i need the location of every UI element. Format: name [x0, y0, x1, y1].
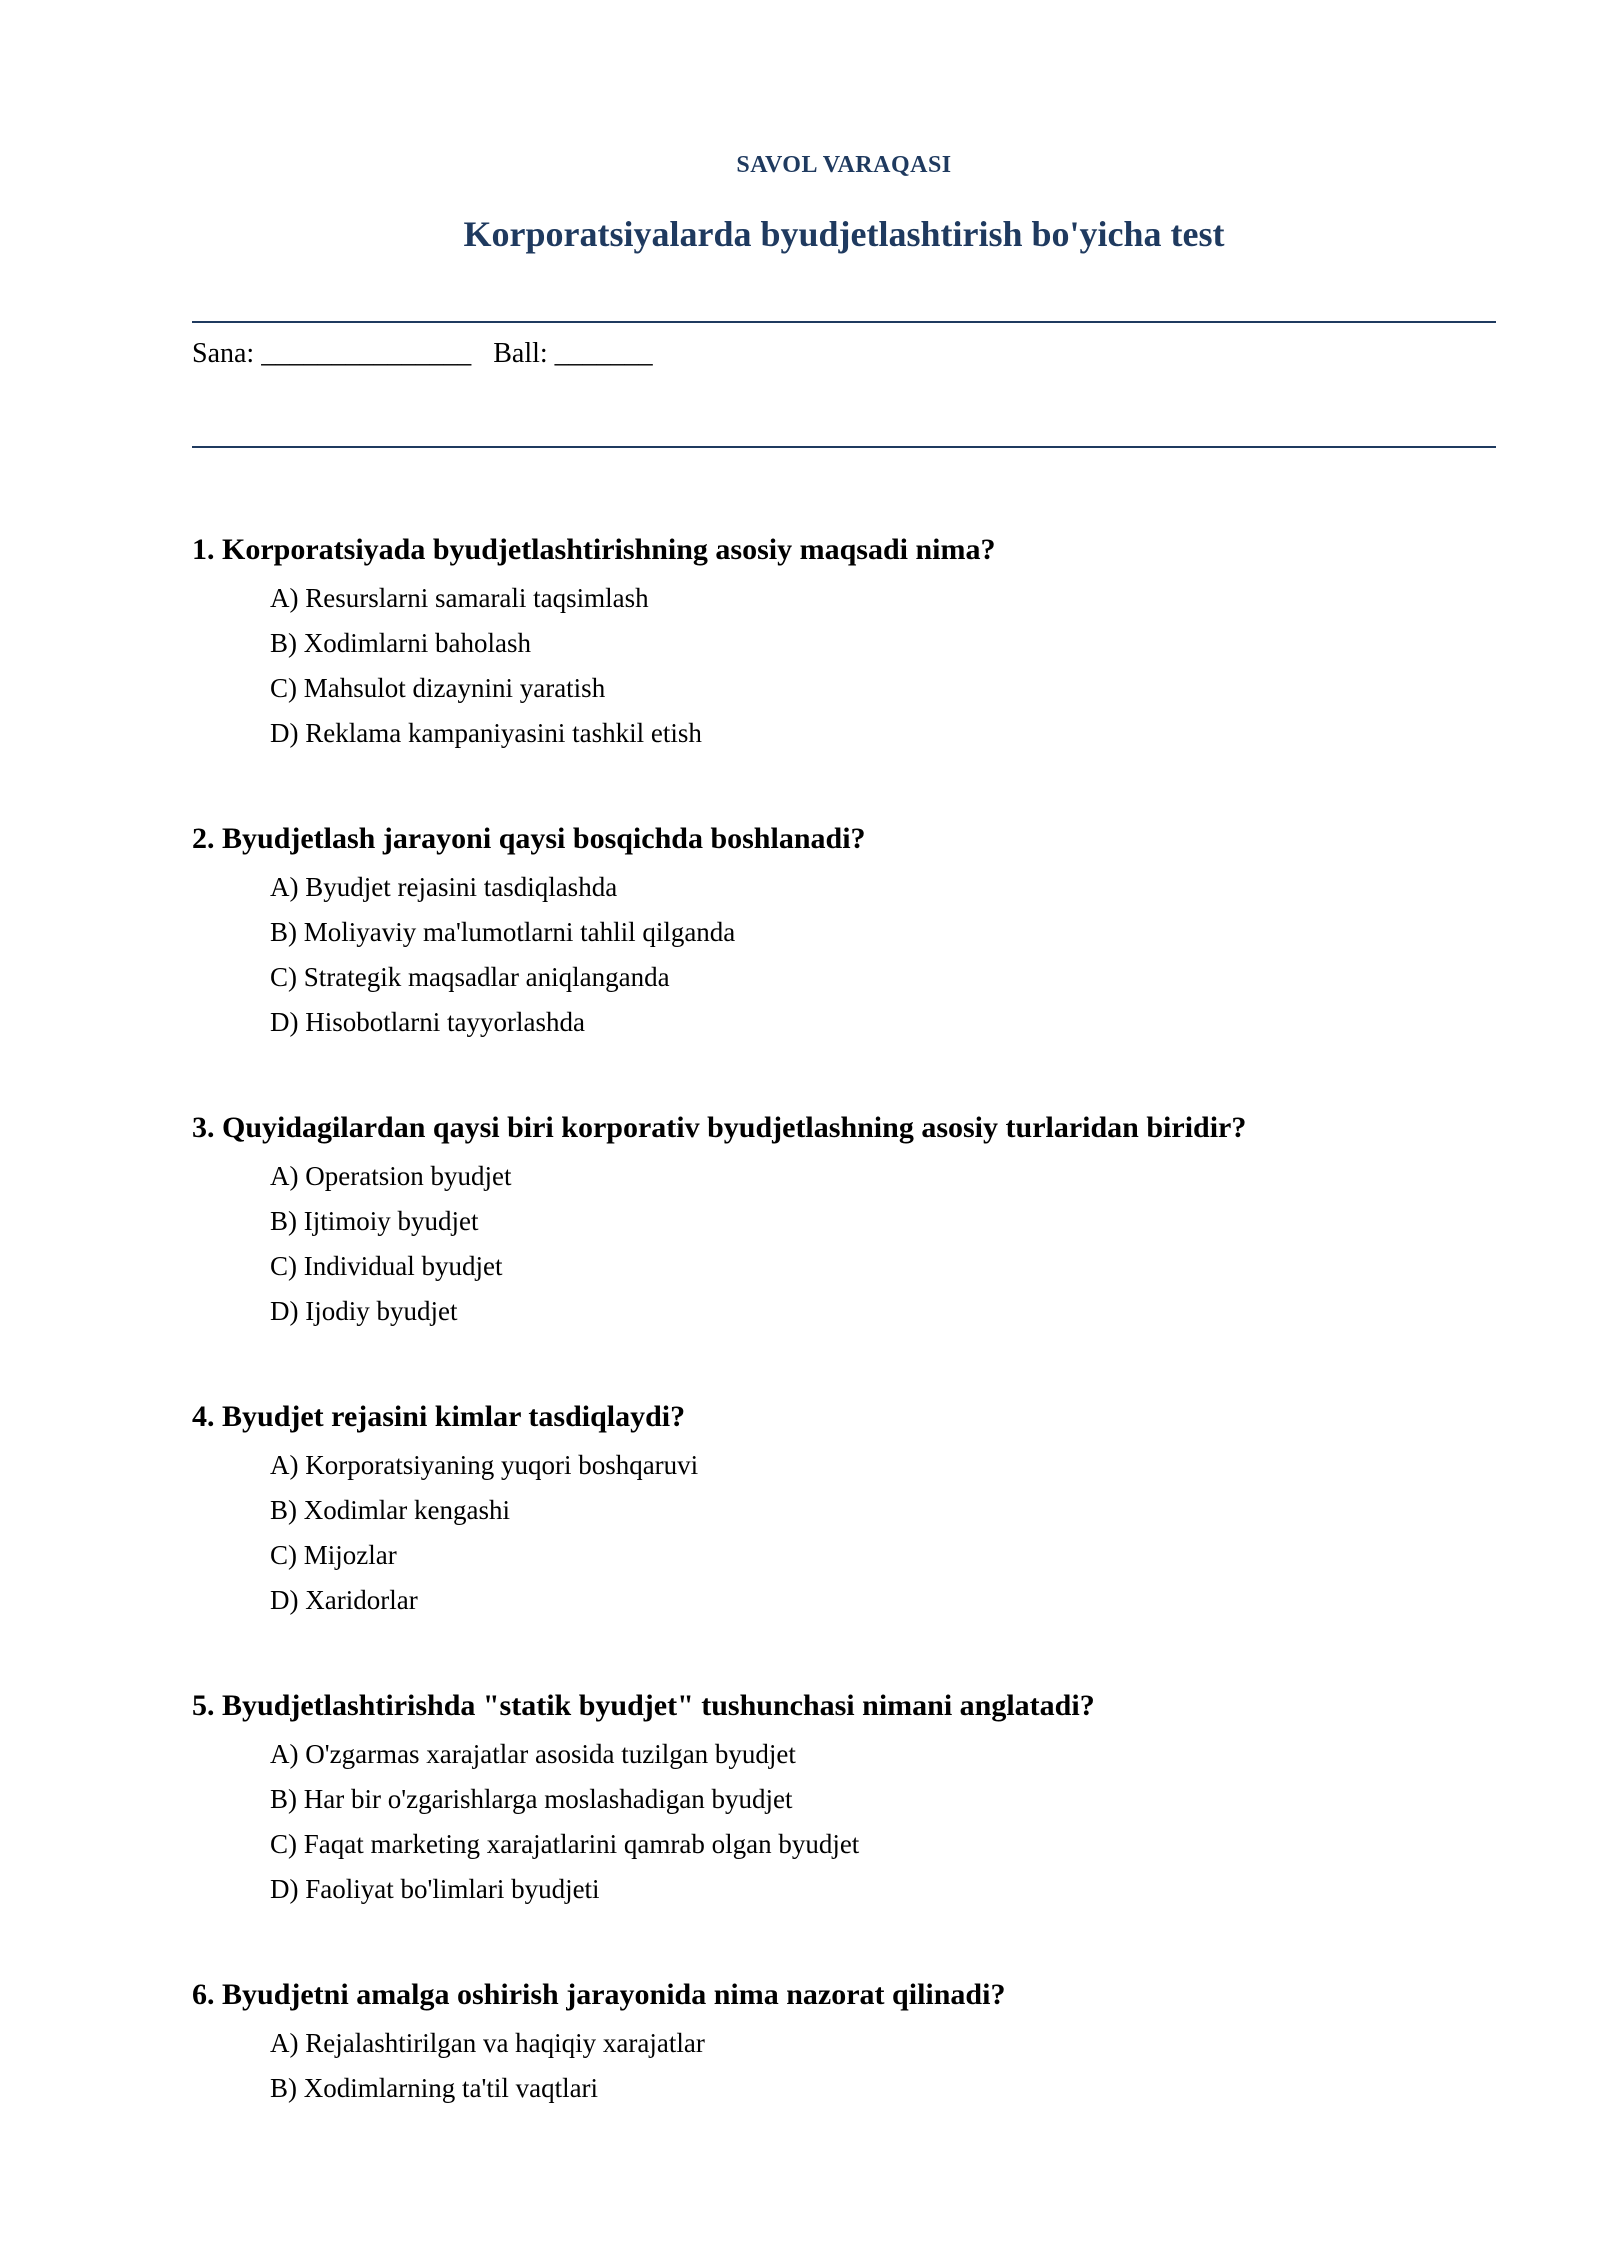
answer-option-c: C) Faqat marketing xarajatlarini qamrab olgan byudjet [270, 1829, 860, 1859]
answer-option-c: C) Mahsulot dizaynini yaratish [270, 673, 606, 703]
document-label: SAVOL VARAQASI [736, 152, 952, 178]
question-text: 2. Byudjetlash jarayoni qaysi bosqichda boshlanadi? [192, 822, 866, 855]
answer-option-a: A) O'zgarmas xarajatlar asosida tuzilgan byudjet [270, 1739, 796, 1769]
question-text: 4. Byudjet rejasini kimlar tasdiqlaydi? [192, 1400, 686, 1433]
question-text: 1. Korporatsiyada byudjetlashtirishning asosiy maqsadi nima? [192, 533, 996, 566]
document-title: Korporatsiyalarda byudjetlashtirish bo'yicha test [463, 214, 1225, 254]
question-1 [192, 530, 1496, 819]
question-2 [192, 819, 1496, 1108]
answer-option-b: B) Har bir o'zgarishlarga moslashadigan byudjet [270, 1784, 793, 1814]
score-field: Ball: _______ [493, 338, 653, 369]
answer-option-a: A) Korporatsiyaning yuqori boshqaruvi [270, 1450, 699, 1480]
answer-option-c: C) Mijozlar [270, 1540, 397, 1570]
answer-option-b: B) Ijtimoiy byudjet [270, 1206, 479, 1236]
info-fields [192, 336, 653, 372]
header-divider-bottom [192, 446, 1496, 448]
question-text: 3. Quyidagilardan qaysi biri korporativ byudjetlashning asosiy turlaridan biridir? [192, 1111, 1247, 1144]
header-divider-top [192, 321, 1496, 323]
answer-option-b: B) Xodimlar kengashi [270, 1495, 510, 1525]
answer-option-a: A) Resurslarni samarali taqsimlash [270, 583, 649, 613]
answer-option-d: D) Reklama kampaniyasini tashkil etish [270, 718, 702, 748]
question-text: 5. Byudjetlashtirishda "statik byudjet" tushunchasi nimani anglatadi? [192, 1689, 1095, 1722]
answer-option-a: A) Byudjet rejasini tasdiqlashda [270, 872, 618, 902]
answer-option-b: B) Moliyaviy ma'lumotlarni tahlil qilganda [270, 917, 736, 947]
question-6 [192, 1975, 1496, 2264]
answer-option-d: D) Hisobotlarni tayyorlashda [270, 1007, 585, 1037]
answer-option-b: B) Xodimlarning ta'til vaqtlari [270, 2073, 599, 2103]
answer-option-d: D) Ijodiy byudjet [270, 1296, 458, 1326]
answer-option-d: D) Faoliyat bo'limlari byudjeti [270, 1874, 600, 1904]
answer-option-c: C) Individual byudjet [270, 1251, 503, 1281]
answer-option-b: B) Xodimlarni baholash [270, 628, 531, 658]
answer-option-a: A) Rejalashtirilgan va haqiqiy xarajatlar [270, 2028, 705, 2058]
question-list [192, 530, 1496, 2264]
answer-option-d: D) Xaridorlar [270, 1585, 418, 1615]
question-4 [192, 1397, 1496, 1686]
question-text: 6. Byudjetni amalga oshirish jarayonida nima nazorat qilinadi? [192, 1978, 1006, 2011]
question-5 [192, 1686, 1496, 1975]
answer-option-a: A) Operatsion byudjet [270, 1161, 512, 1191]
date-field: Sana: _______________ [192, 338, 472, 369]
answer-option-c: C) Strategik maqsadlar aniqlanganda [270, 962, 670, 992]
question-3 [192, 1108, 1496, 1397]
